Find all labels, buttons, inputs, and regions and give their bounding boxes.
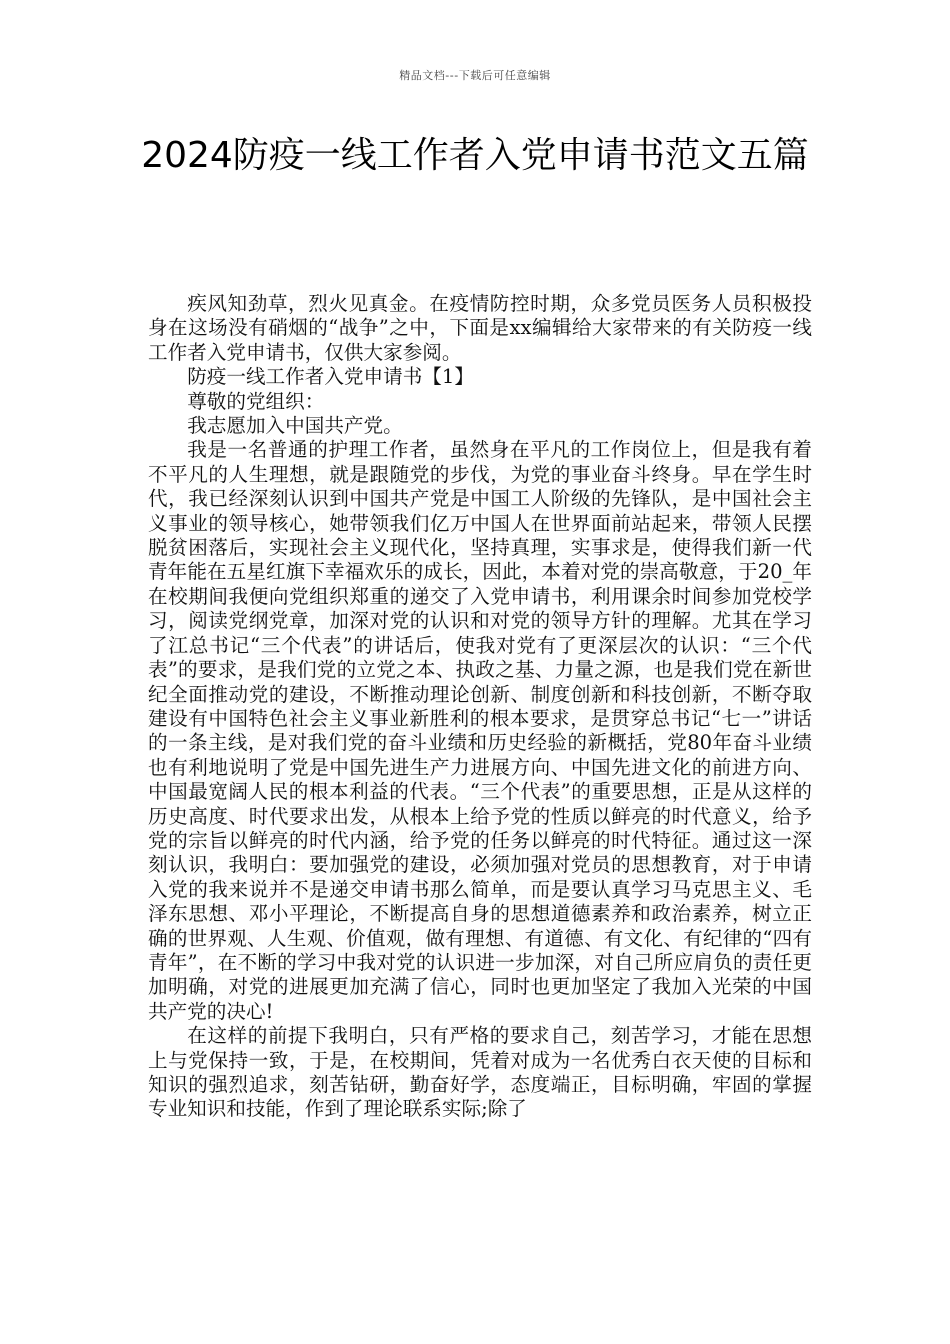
body-paragraph: 我是一名普通的护理工作者，虽然身在平凡的工作岗位上，但是我有着不平凡的人生理想，就是跟随党的步伐，为党的事业奋斗终身。早在学生时代，我已经深刻认识到中国共产党是中国工人阶级的先锋队，是中国社会主义事业的领导核心，她带领我们亿万中国人在世界面前站起来，带领人民摆脱贫困落后，实现社会主义现代化，坚持真理，实事求是，使得我们新一代青年能在五星红旗下幸福欢乐的成长，因此，本着对党的崇高敬意，于20_年在校期间我便向党组织郑重的递交了入党申请书，利用课余时间参加党校学习，阅读党纲党章，加深对党的认识和对党的领导方针的理解。尤其在学习了江总书记“三个代表”的讲话后，使我对党有了更深层次的认识：“三个代表”的要求，是我们党的立党之本、执政之基、力量之源，也是我们党在新世纪全面推动党的建设，不断推动理论创新、制度创新和科技创新，不断夺取建设有中国特色社会主义事业新胜利的根本要求，是贯穿总书记“七一”讲话的一条主线，是对我们党的奋斗业绩和历史经验的新概括，党80年奋斗业绩也有利地说明了党是中国先进生产力进展方向、中国先进文化的前进方向、中国最宽阔人民的根本利益的代表。“三个代表”的重要思想，正是从这样的历史高度、时代要求出发，从根本上给予党的性质以鲜亮的时代意义，给予党的宗旨以鲜亮的时代内涵，给予党的任务以鲜亮的时代特征。通过这一深刻认识，我明白：要加强党的建设，必须加强对党员的思想教育，对于申请入党的我来说并不是递交申请书那么简单，而是要认真学习马克思主义、毛泽东思想、邓小平理论，不断提高自身的思想道德素养和政治素养，树立正确的世界观、人生观、价值观，做有理想、有道德、有文化、有纪律的“四有青年”，在不断的学习中我对党的认识进一步加深，对自己所应肩负的责任更加明确，对党的进展更加充满了信心，同时也更加坚定了我加入光荣的中国共产党的决心!	[148, 438, 812, 1023]
body-paragraph: 在这样的前提下我明白，只有严格的要求自己，刻苦学习，才能在思想上与党保持一致，于是，在校期间，凭着对成为一名优秀白衣天使的目标和知识的强烈追求，刻苦钻研，勤奋好学，态度端正，目标明确，牢固的掌握专业知识和技能，作到了理论联系实际;除了	[148, 1024, 812, 1121]
header-note: 精品文档---下载后可任意编辑	[399, 69, 551, 82]
salutation: 尊敬的党组织：	[187, 389, 325, 413]
section-heading: 防疫一线工作者入党申请书【1】	[187, 365, 474, 389]
document-title: 2024防疫一线工作者入党申请书范文五篇	[141, 135, 809, 176]
document-body	[148, 292, 812, 1122]
declaration-line: 我志愿加入中国共产党。	[187, 414, 403, 438]
intro-paragraph: 疾风知劲草，烈火见真金。在疫情防控时期，众多党员医务人员积极投身在这场没有硝烟的“战争”之中，下面是xx编辑给大家带来的有关防疫一线工作者入党申请书，仅供大家参阅。	[148, 292, 812, 364]
